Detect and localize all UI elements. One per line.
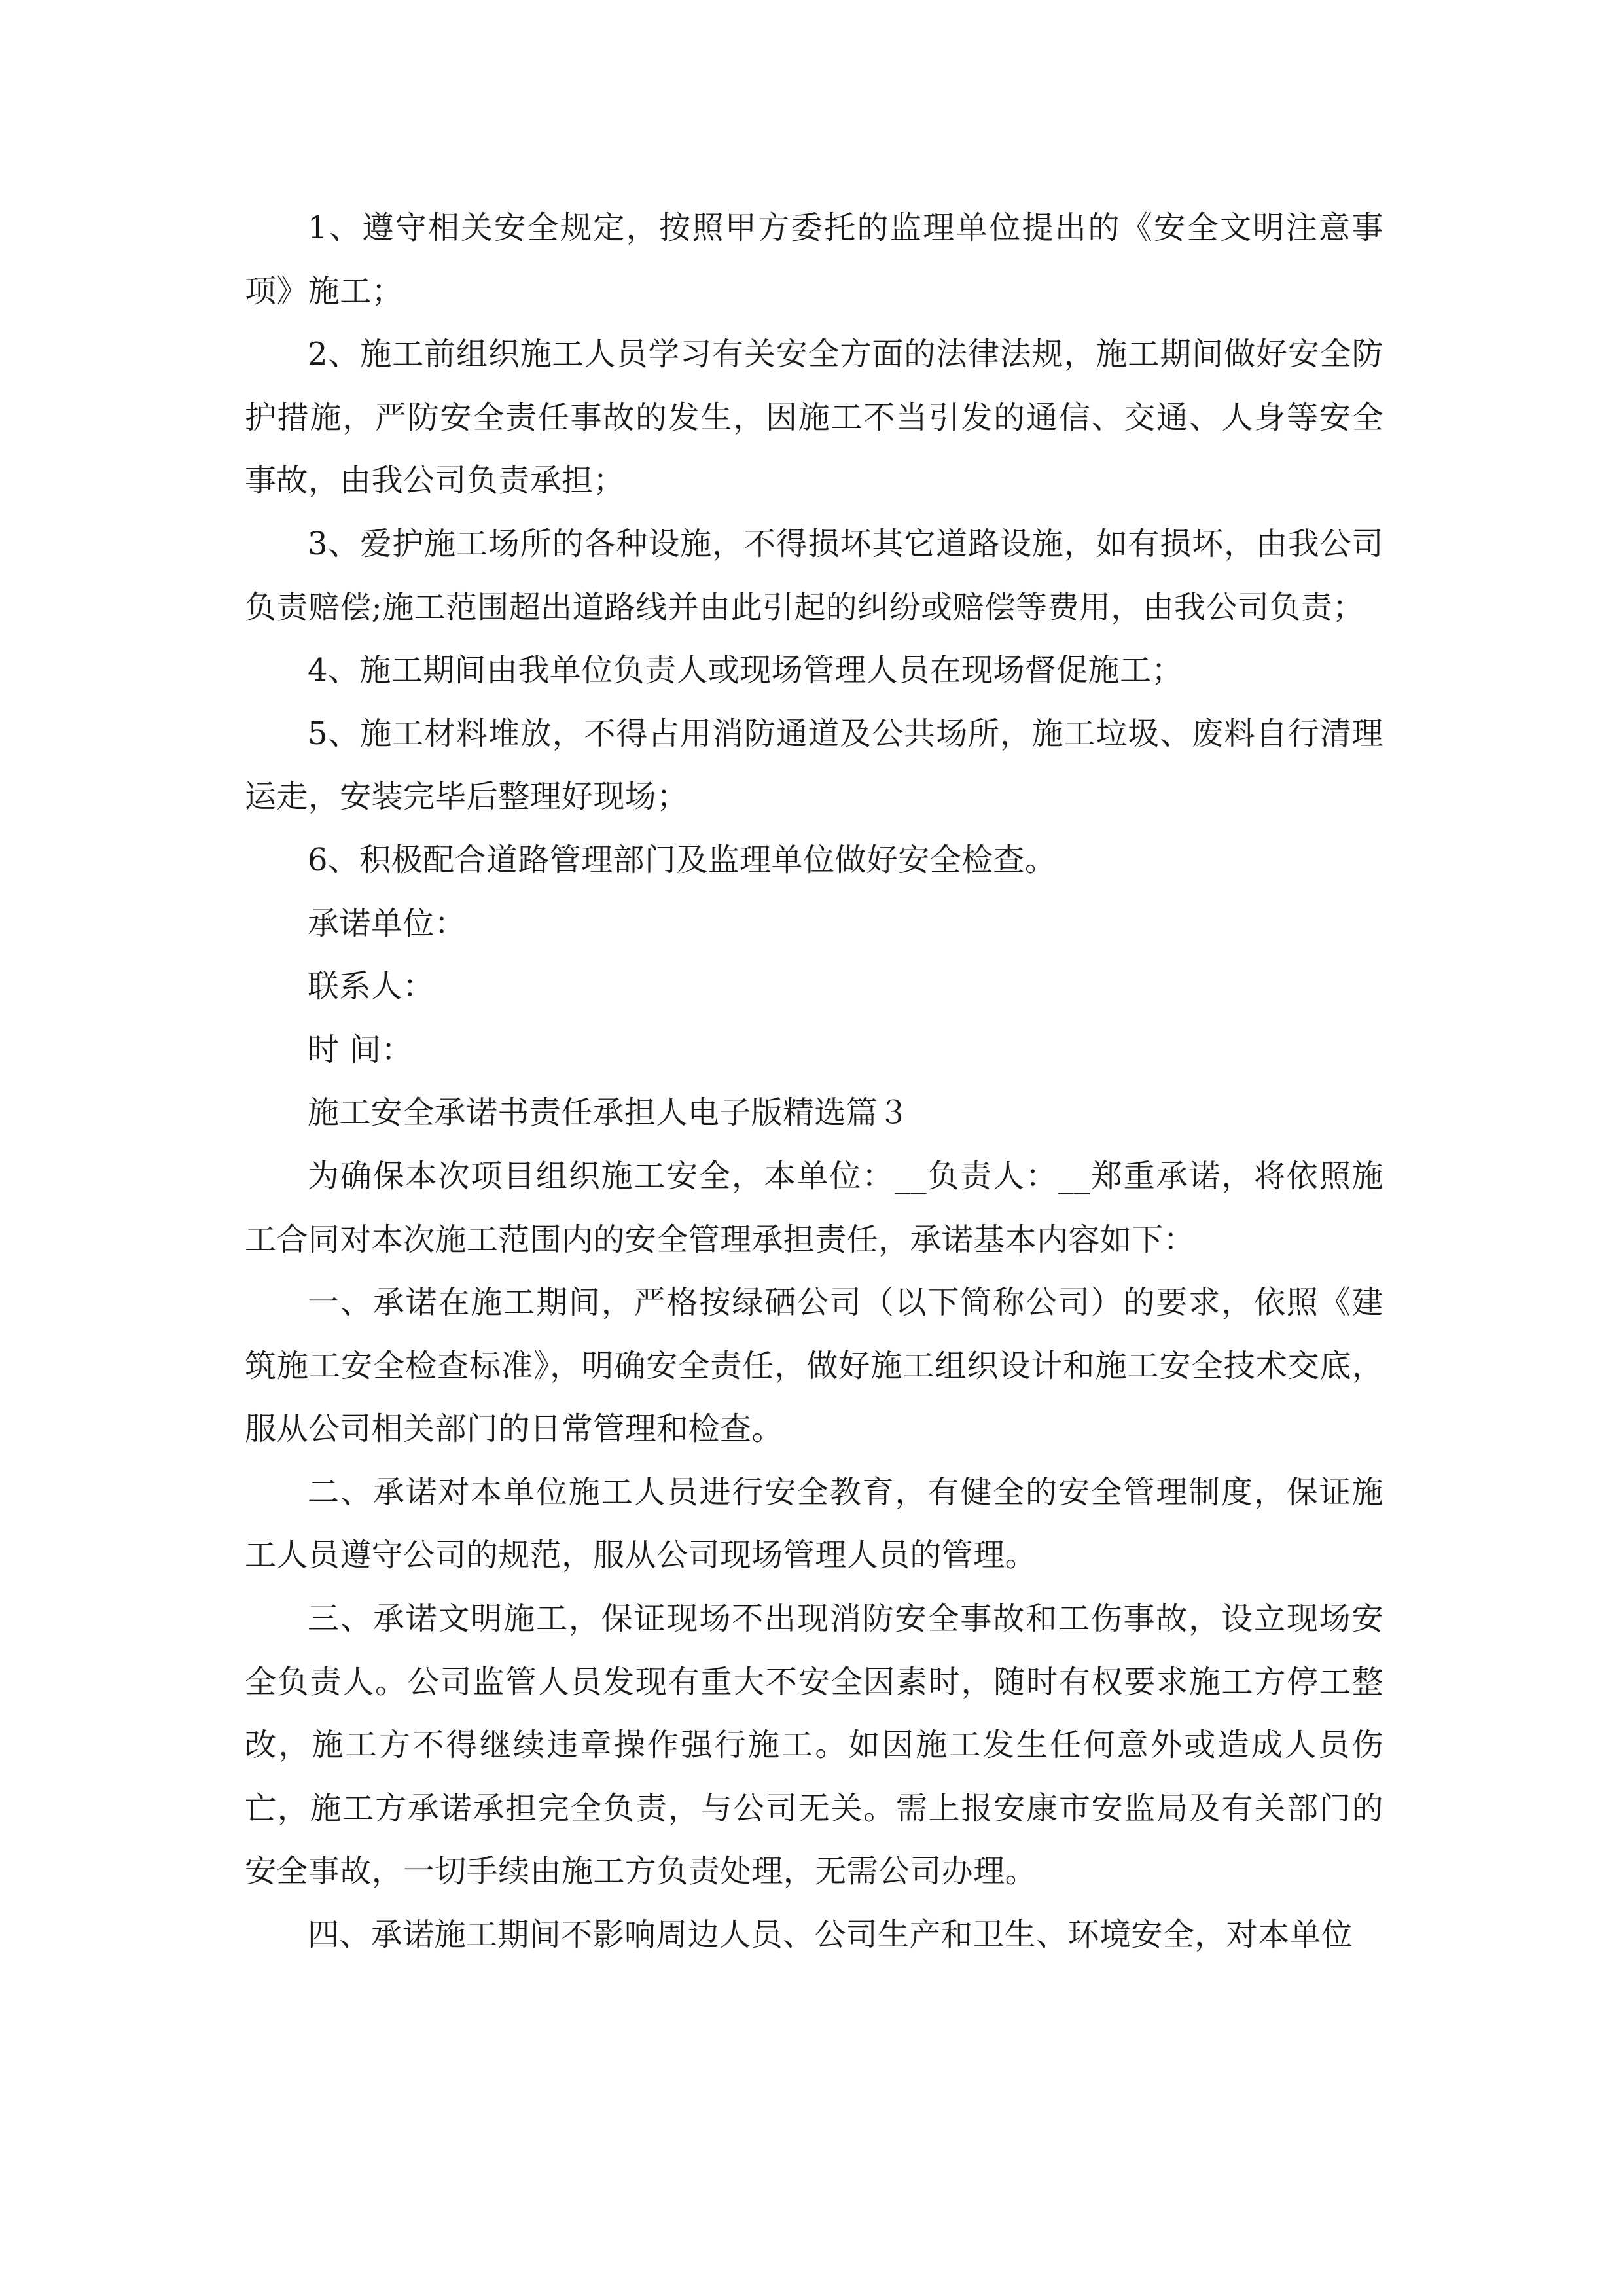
paragraph-item-2: 2、施工前组织施工人员学习有关安全方面的法律法规，施工期间做好安全防护措施，严防安全责任事故的发生，因施工不当引发的通信、交通、人身等安全事故，由我公司负责承担； [245,336,1383,499]
signature-unit-label: 承诺单位： [308,905,467,942]
commitment-item-3: 三、承诺文明施工，保证现场不出现消防安全事故和工伤事故，设立现场安全负责人。公司监管人员发现有重大不安全因素时，随时有权要求施工方停工整改，施工方不得继续违章操作强行施工。如因施工发生任何意外或造成人员伤亡，施工方承诺承担完全负责，与公司无关。需上报安康市安监局及有关部门的安全事故，一切手续由施工方负责处理，无需公司办理。 [245,1600,1383,1890]
intro-paragraph: 为确保本次项目组织施工安全，本单位：__负责人：__郑重承诺，将依照施工合同对本次施工范围内的安全管理承担责任，承诺基本内容如下： [245,1157,1383,1258]
commitment-item-4: 四、承诺施工期间不影响周边人员、公司生产和卫生、环境安全，对本单位 [308,1916,1353,1954]
section-title: 施工安全承诺书责任承担人电子版精选篇３ [308,1094,910,1132]
paragraph-item-6: 6、积极配合道路管理部门及监理单位做好安全检查。 [308,841,1057,878]
paragraph-item-3: 3、爱护施工场所的各种设施，不得损坏其它道路设施，如有损坏，由我公司负责赔偿;施工范围超出道路线并由此引起的纠纷或赔偿等费用，由我公司负责； [245,525,1383,626]
paragraph-item-1: 1、遵守相关安全规定，按照甲方委托的监理单位提出的《安全文明注意事项》施工； [245,209,1383,310]
commitment-item-2: 二、承诺对本单位施工人员进行安全教育，有健全的安全管理制度，保证施工人员遵守公司的规范，服从公司现场管理人员的管理。 [245,1473,1383,1574]
commitment-item-1: 一、承诺在施工期间，严格按绿硒公司（以下简称公司）的要求，依照《建筑施工安全检查标准》，明确安全责任，做好施工组织设计和施工安全技术交底，服从公司相关部门的日常管理和检查。 [245,1284,1383,1448]
paragraph-item-4: 4、施工期间由我单位负责人或现场管理人员在现场督促施工； [308,652,1183,689]
signature-contact-label: 联系人： [308,968,435,1005]
signature-date-label: 时 间： [308,1031,413,1068]
paragraph-item-5: 5、施工材料堆放，不得占用消防通道及公共场所，施工垃圾、废料自行清理运走，安装完毕后整理好现场； [245,715,1383,816]
document-body [245,196,1383,1967]
